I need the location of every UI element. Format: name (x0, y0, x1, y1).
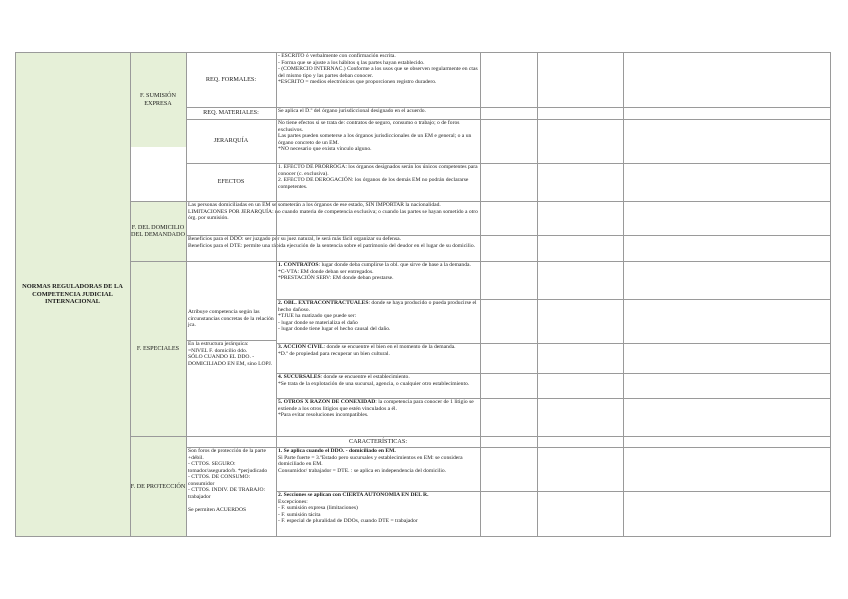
proteccion-item: 2. Secciones se aplican con CIERTA AUTONOMÍA EN DEL R. Excepciones: - F. sumisión expresa (limitaciones) - F. sumisión tácita - F. especial de pluralidad de DDOs, cuando DTE = trabajador (276, 491, 480, 537)
especiales-side-note: Atribuye competencia según las circunstancias concretas de la relación jca. (186, 261, 276, 340)
proteccion-side-note: Son foros de protección de la parte +débil. - CTTOS. SEGURO: tomador/asegurado/b. *perjudicado - CTTOS. DE CONSUMO: consumidor - CTTOS. INDIV. DE TRABAJO: trabajador Se permiten ACUERDOS (186, 447, 276, 537)
row-content: Se aplica el D.º del órgano jurisdiccional designado en el acuerdo. (276, 107, 480, 119)
row-content: 1. EFECTO DE PRÓRROGA: los órganos designados serán los únicos competentes para conocer (c. exclusiva). 2. EFECTO DE DEROGACIÓN: los órganos de los demás EM no podrán declararse competentes. (276, 163, 480, 201)
row-label: REQ. FORMALES: (186, 52, 276, 107)
main-heading-text: NORMAS REGULADORAS DE LA COMPETENCIA JUDICIAL INTERNACIONAL (22, 283, 123, 306)
row-label: EFECTOS (186, 163, 276, 201)
domicilio-paragraph: Beneficios para el DDO: ser juzgado su juez natural, le será más fácil organizar su defensa. Beneficios para el DTE: permite una rápida ejecución de la sentencia sobre el patrimonio del deudor en el lugar de su domicilio. (186, 235, 480, 261)
section-title-especiales: F. ESPECIALES (130, 261, 186, 436)
domicilio-paragraph: Las personas domiciliadas en un EM se someterán a los órganos de ese estado, SIN IMPORTAR la nacionalidad. LIMITACIONES POR JERARQUÍA: no cuando materia de competencia exclusiva; o cuando las partes se hayan sometido a otro órg. por sumisión. (186, 201, 480, 235)
main-heading (15, 52, 130, 537)
especiales-item: 1. CONTRATOS: lugar donde deba cumplirse la obl. que sirve de base a la demanda. *C-VTA: EM donde deban ser entregados. *PRESTACIÓN SERV: EM donde deban prestarse. (276, 261, 480, 299)
proteccion-item: 1. Se aplica cuando el DDO. - domiciliado en EM. Si Parte fuerte = 3.ºEstado pero sucursales y establecimientos en EM: se considera domiciliado en EM. Consumidor/ trabajador = DTE. : se aplica en independencia del domicilio. (276, 447, 480, 491)
especiales-item: 4. SUCURSALES: donde se encuentre el establecimiento. *Se trata de la explotación de una sucursal, agencia, o cualquier otro establecimiento. (276, 373, 480, 398)
row-content: No tiene efectos si se trata de: contratos de seguro, consumo o trabajo; o de foros exclusivos. Las partes pueden someterse a los órganos jurisdiccionales de un EM e general; o a un órgano concreto de un EM. *NO necesario que exista vínculo alguno. (276, 119, 480, 163)
section-title-sumision: F. SUMISIÓN EXPRESA (130, 52, 186, 147)
especiales-item: 3. ACCIÓN CIVIL: donde se encuentre el bien en el momento de la demanda. *D.º de propiedad para recuperar un bien cultural. (276, 343, 480, 373)
especiales-side-note: En la estructura jerárquica: =NIVEL F. domicilio ddo. SÓLO CUANDO EL DDO. - DOMICILIADO EN EM, sino LOPJ. (186, 340, 276, 436)
caracteristicas-header: CARACTERÍSTICAS: (276, 436, 480, 447)
section-title-domicilio: F. DEL DOMICILIO DEL DEMANDADO (130, 201, 186, 261)
section-title-proteccion: F. DE PROTECCIÓN (130, 436, 186, 537)
especiales-item: 5. OTROS X RAZÓN DE CONEXIDAD: la competencia para conocer de 1 litigio se extiende a los otros litigios que estén vinculados a él. *Para evitar resoluciones incompatibles. (276, 398, 480, 436)
row-label: REQ. MATERIALES: (186, 107, 276, 119)
row-label: JERARQUÍA (186, 119, 276, 163)
spreadsheet-grid (15, 52, 831, 537)
especiales-item: 2. OBL. EXTRACONTRACTUALES: donde se haya producido o pueda producirse el hecho dañoso. *TJUE ha matizado que puede ser: - lugar donde se materializa el daño - lugar donde tiene lugar el hecho causal del daño. (276, 299, 480, 343)
row-content: - ESCRITO ó verbalmente con confirmación escrita. - Forma que se ajuste a los hábitos q las partes hayan establecido. - (COMERCIO INTERNAC.) Conforme a los usos que se observen regularmente en ctas del mismo tipo y las partes deban conocer. *ESCRITO = medios electrónicos que proporcionen registro duradero. (276, 52, 480, 107)
